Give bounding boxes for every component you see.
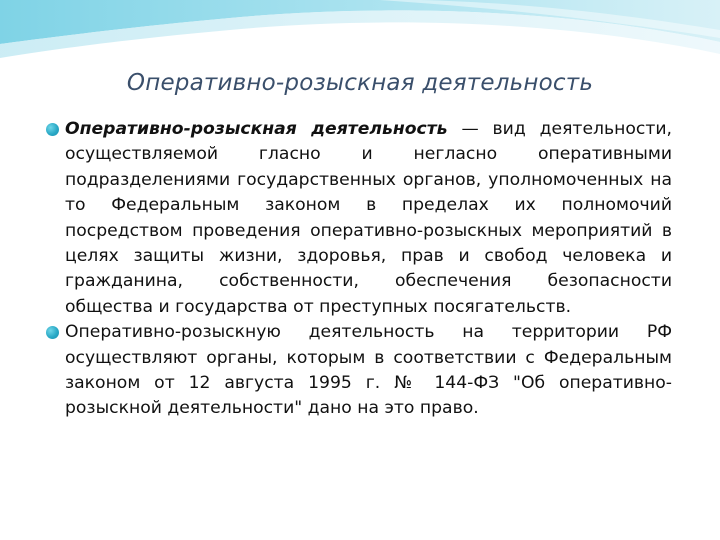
header-wave-decoration — [0, 0, 720, 80]
bullet-item-definition — [46, 117, 672, 320]
bullet-item-authority — [46, 320, 672, 422]
slide-content — [46, 117, 672, 422]
slide-title: Оперативно-розыскная деятельность — [126, 70, 594, 96]
bullet-dot-icon — [46, 326, 59, 339]
authority-text: Оперативно-розыскную деятельность на территории РФ осуществляют органы, которым в соответствии с Федеральным законом от 12 августа 1995 г. № 144-ФЗ "Об оперативно-розыскной деятельности" дано на это право. — [65, 322, 672, 419]
bullet-dot-icon — [46, 123, 59, 136]
defined-term: Оперативно-розыскная деятельность — [65, 119, 448, 139]
definition-text: — вид деятельности, осуществляемой гласно и негласно оперативными подразделениями государственных органов, уполномоченных на то Федеральным законом в пределах их полномочий посредством проведения оперативно-розыскных мероприятий в целях защиты жизни, здоровья, прав и свобод человека и гражданина, собственности, обеспечения безопасности общества и государства от преступных посягательств. — [65, 119, 672, 317]
